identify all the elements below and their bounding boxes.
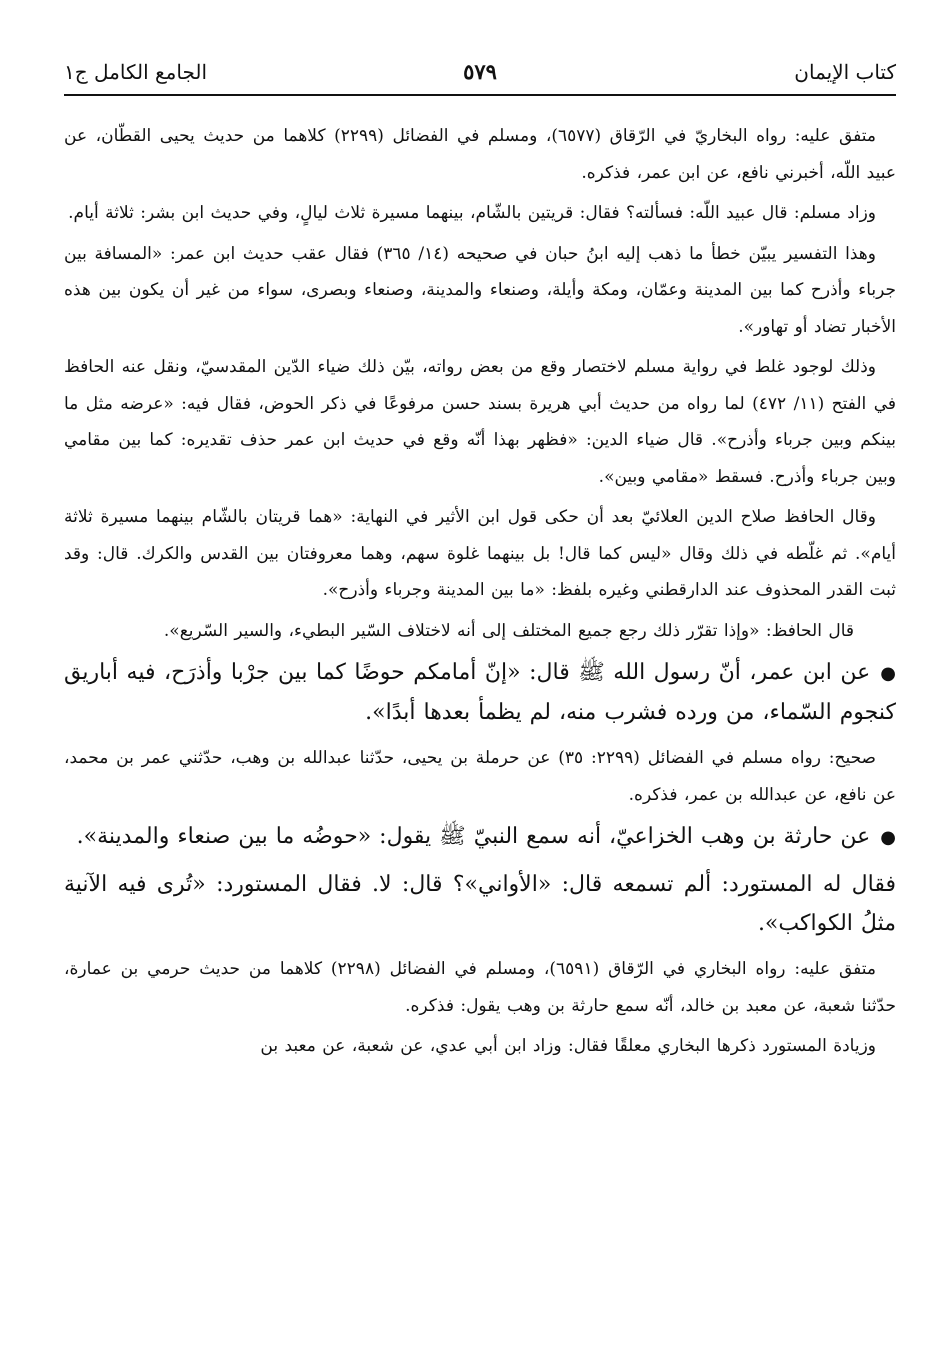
paragraph-text: عن حارثة بن وهب الخزاعيّ، أنه سمع النبيّ ﷺ يقول: «حوضُه ما بين صنعاء والمدينة». bbox=[76, 824, 871, 849]
paragraph-text: صحيح: رواه مسلم في الفضائل (٢٢٩٩: ٣٥) عن حرملة بن يحيى، حدّثنا عبدالله بن وهب، حدّثني عمر بن محمد، عن نافع، عن عبدالله بن عمر، فذكره. bbox=[64, 748, 896, 805]
paragraph-text: عن ابن عمر، أنّ رسول الله ﷺ قال: «إنّ أمامكم حوضًا كما بين جرْبا وأذرَح، فيه أباريق كنجوم السّماء، من ورده فشرب منه، لم يظمأ بعدها أبدًا». bbox=[64, 660, 896, 725]
hadith-text bbox=[64, 653, 896, 732]
paragraph-text: وقال الحافظ صلاح الدين العلائيّ بعد أن حكى قول ابن الأثير في النهاية: «هما قريتان بالشّام بينهما مسيرة ثلاثة أيام». ثم غلّطه في ذلك وقال «ليس كما قال! بل بينهما غلوة سهم، وهما معروفتان بين القدس والكرك. قال: وقد ثبت القدر المحذوف عند الدارقطني وغيره بلفظ: «ما بين المدينة وجرباء وأذرح». bbox=[64, 507, 896, 600]
bullet-icon: ● bbox=[880, 663, 896, 684]
commentary-paragraph bbox=[64, 499, 896, 609]
paragraph-text: متفق عليه: رواه البخاريّ في الرّقاق (٦٥٧٧)، ومسلم في الفضائل (٢٢٩٩) كلاهما من حديث يحيى القطّان، عن عبيد اللّه، أخبرني نافع، عن ابن عمر، فذكره. bbox=[64, 126, 896, 183]
source-note bbox=[64, 740, 896, 813]
hafiz-quote bbox=[64, 613, 896, 650]
additional-note bbox=[64, 195, 896, 232]
paragraph-text: متفق عليه: رواه البخاري في الرّقاق (٦٥٩١)، ومسلم في الفضائل (٢٢٩٨) كلاهما من حديث حرمي بن عمارة، حدّثنا شعبة، عن معبد بن خالد، أنّه سمع حارثة بن وهب يقول: فذكره. bbox=[64, 959, 896, 1016]
source-note bbox=[64, 118, 896, 191]
additional-note bbox=[64, 1028, 896, 1065]
page-number: ٥٧٩ bbox=[463, 59, 497, 84]
paragraph-text: وزاد مسلم: قال عبيد اللّه: فسألته؟ فقال: قريتين بالشّام، بينهما مسيرة ثلاث ليالٍ، وفي حديث ابن بشر: ثلاثة أيام. bbox=[68, 203, 876, 223]
document-page bbox=[64, 54, 896, 1354]
paragraph-text: وهذا التفسير يبيّن خطأ ما ذهب إليه ابنُ حبان في صحيحه (١٤/ ٣٦٥) فقال عقب حديث ابن عمر: «المسافة بين جرباء وأذرح كما بين المدينة وعمّان، ومكة وأيلة، وصنعاء والمدينة، وصنعاء وبصرى، سواء من غير أن يكون بين هذه الأخبار تضاد أو تهاور». bbox=[64, 243, 896, 337]
source-note bbox=[64, 951, 896, 1024]
paragraph-text: وذلك لوجود غلط في رواية مسلم لاختصار وقع من بعض رواته، بيّن ذلك ضياء الدّين المقدسيّ، ونقل عنه الحافظ في الفتح (١١/ ٤٧٢) لما رواه من حديث أبي هريرة بسند حسن مرفوعًا في ذكر الحوض، فقال فيه: «عرضه مثل ما بينكم وبين جرباء وأذرح». قال ضياء الدين: «فظهر بهذا أنّه وقع في حديث ابن عمر حذف تقديره: كما بين مقامي وبين جرباء وأذرح. فسقط «مقامي وبين». bbox=[64, 357, 897, 487]
hadith-continuation bbox=[64, 865, 896, 943]
paragraph-text: وزيادة المستورد ذكرها البخاري معلقًا فقال: وزاد ابن أبي عدي، عن شعبة، عن معبد بن bbox=[260, 1036, 876, 1056]
commentary-paragraph bbox=[64, 236, 896, 346]
paragraph-text: فقال له المستورد: ألم تسمعه قال: «الأواني»؟ قال: لا. فقال المستورد: «تُرى فيه الآنية مثلُ الكواكب». bbox=[64, 872, 896, 936]
header-divider bbox=[64, 94, 896, 96]
book-title: كتاب الإيمان bbox=[794, 60, 896, 84]
collection-title: الجامع الكامل ج١ bbox=[64, 60, 208, 84]
commentary-paragraph bbox=[64, 349, 896, 495]
hadith-text bbox=[64, 817, 896, 857]
paragraph-text: قال الحافظ: «وإذا تقرّر ذلك رجع جميع المختلف إلى أنه لاختلاف السّير البطيء، والسير السّريع». bbox=[163, 620, 854, 641]
running-header bbox=[64, 54, 896, 90]
bullet-icon: ● bbox=[880, 827, 896, 848]
page-body bbox=[64, 118, 896, 1065]
